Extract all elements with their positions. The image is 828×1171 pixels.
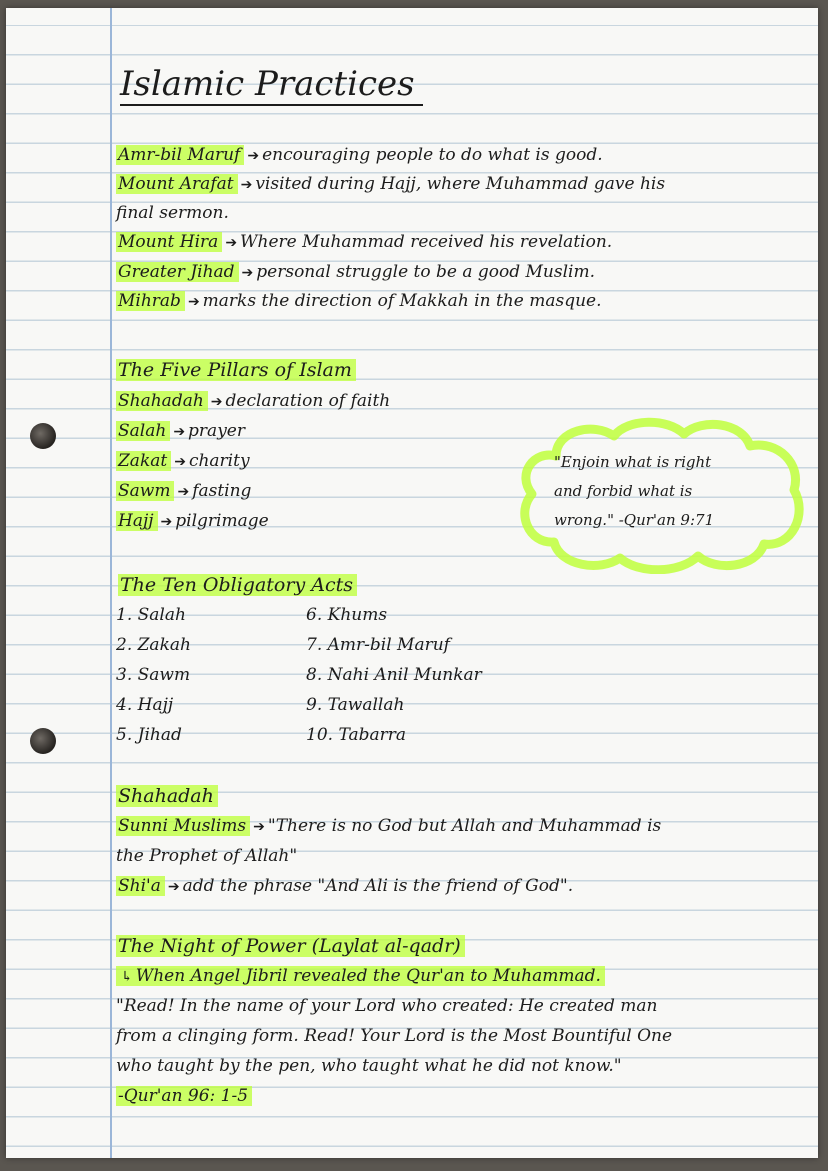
night-sub (116, 966, 605, 987)
term-line (116, 145, 603, 166)
punch-hole (30, 728, 56, 754)
night-quote-line: who taught by the pen, who taught what he did not know." (116, 1056, 622, 1076)
night-quote-line: "Read! In the name of your Lord who created: He created man (116, 996, 658, 1016)
quote-line: "Enjoin what is right (554, 453, 712, 471)
arrow-right-icon: ➔ (177, 484, 190, 500)
term-label: Greater Jihad (116, 262, 239, 282)
quote-line: wrong." -Qur'an 9:71 (554, 511, 715, 529)
term-definition: personal struggle to be a good Muslim. (256, 262, 596, 282)
sunni-text: "There is no God but Allah and Muhammad is (267, 816, 662, 836)
arrow-right-icon: ➔ (167, 879, 180, 895)
punch-hole (30, 423, 56, 449)
arrow-right-icon: ➔ (240, 177, 253, 193)
pillar-name: Sawm (116, 481, 174, 501)
return-arrow-icon: ↳ (121, 969, 133, 985)
act-item: 3. Sawm (116, 665, 191, 685)
quote-line: and forbid what is (554, 482, 693, 500)
act-item: 5. Jihad (116, 725, 182, 745)
term-line (116, 262, 595, 283)
term-label: Mount Arafat (116, 174, 238, 194)
night-sub-text: When Angel Jibril revealed the Qur'an to Muhammad. (135, 966, 601, 986)
night-heading (116, 936, 465, 956)
arrow-right-icon: ➔ (187, 294, 200, 310)
arrow-right-icon: ➔ (173, 424, 186, 440)
term-line (116, 291, 601, 312)
term-label: Mount Hira (116, 232, 222, 252)
term-definition: final sermon. (116, 203, 229, 223)
arrow-right-icon: ➔ (210, 394, 223, 410)
act-item: 9. Tawallah (306, 695, 405, 715)
act-item: 4. Hajj (116, 695, 174, 715)
shahadah-heading (116, 786, 218, 806)
pillar-meaning: fasting (192, 481, 252, 501)
term-definition: encouraging people to do what is good. (262, 145, 603, 165)
sunni-label: Sunni Muslims (116, 816, 250, 836)
pillar-name: Zakat (116, 451, 171, 471)
arrow-right-icon: ➔ (174, 454, 186, 470)
act-item: 7. Amr-bil Maruf (306, 635, 450, 655)
arrow-right-icon: ➔ (225, 235, 238, 251)
sunni-line (116, 816, 661, 837)
page-title: Islamic Practices (120, 64, 423, 106)
term-line (116, 174, 665, 195)
act-item: 6. Khums (306, 605, 388, 625)
act-item: 10. Tabarra (306, 725, 406, 745)
arrow-right-icon: ➔ (160, 514, 173, 530)
night-quote-line: from a clinging form. Read! Your Lord is the Most Bountiful One (116, 1026, 673, 1046)
arrow-right-icon: ➔ (253, 819, 265, 835)
pillars-heading (116, 360, 356, 380)
shia-line (116, 876, 573, 897)
term-label: Amr-bil Maruf (116, 145, 244, 165)
night-sub-highlight (116, 966, 605, 986)
term-definition: Where Muhammad received his revelation. (240, 232, 613, 252)
sunni-line-continued: the Prophet of Allah" (116, 846, 298, 866)
pillar-name: Hajj (116, 511, 158, 531)
term-continuation (116, 203, 229, 223)
night-quote-ref-text: -Qur'an 96: 1-5 (116, 1086, 252, 1106)
pillar-item (116, 511, 269, 532)
quote-text (554, 448, 784, 535)
arrow-right-icon: ➔ (247, 148, 260, 164)
acts-heading-text: The Ten Obligatory Acts (118, 574, 357, 596)
acts-heading (118, 575, 357, 595)
act-item: 2. Zakah (116, 635, 191, 655)
act-item: 8. Nahi Anil Munkar (306, 665, 482, 685)
term-definition: visited during Hajj, where Muhammad gave his (255, 174, 666, 194)
pillar-item (116, 391, 390, 412)
margin-line (110, 8, 112, 1158)
pillars-heading-text: The Five Pillars of Islam (116, 359, 356, 381)
pillar-name: Salah (116, 421, 170, 441)
pillar-meaning: charity (188, 451, 250, 471)
pillar-meaning: prayer (188, 421, 245, 441)
shia-label: Shi'a (116, 876, 165, 896)
pillar-item (116, 421, 245, 442)
term-label: Mihrab (116, 291, 185, 311)
term-line (116, 232, 612, 253)
pillar-meaning: pilgrimage (175, 511, 269, 531)
arrow-right-icon: ➔ (241, 265, 254, 281)
pillar-item (116, 481, 251, 502)
pillar-meaning: declaration of faith (225, 391, 391, 411)
shia-text: add the phrase "And Ali is the friend of God". (182, 876, 574, 896)
term-definition: marks the direction of Makkah in the masque. (202, 291, 602, 311)
act-item: 1. Salah (116, 605, 186, 625)
night-heading-text: The Night of Power (Laylat al-qadr) (116, 935, 465, 957)
notebook-page (6, 8, 818, 1158)
pillar-name: Shahadah (116, 391, 208, 411)
shahadah-heading-text: Shahadah (116, 785, 218, 807)
pillar-item (116, 451, 250, 472)
night-quote-ref (116, 1086, 252, 1106)
